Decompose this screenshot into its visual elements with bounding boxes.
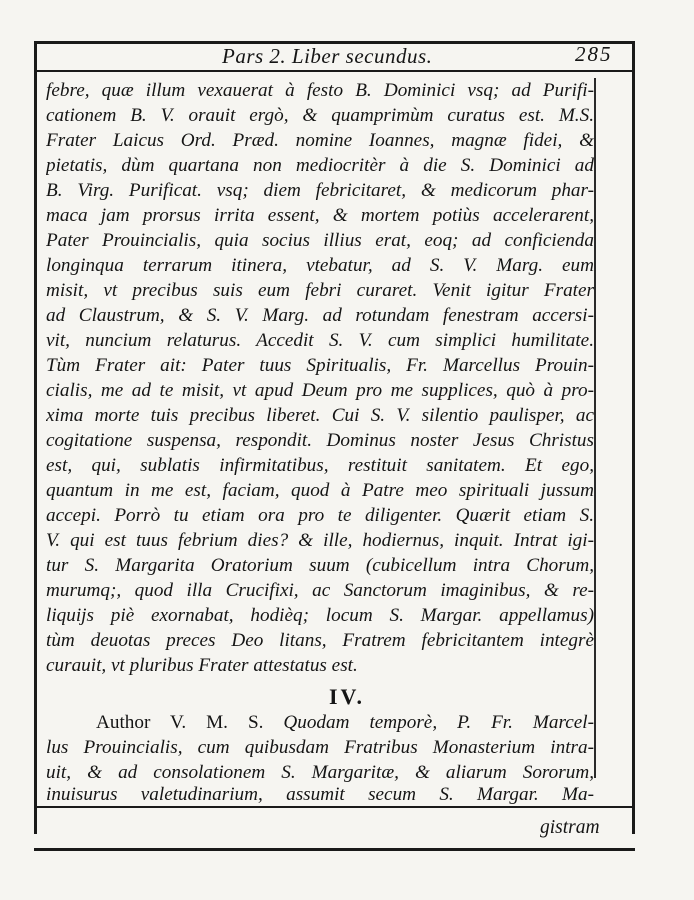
header-rule xyxy=(34,70,635,72)
text-line: tur S. Margarita Oratorium suum (cubicellum intra Chorum, xyxy=(46,555,594,576)
frame-right-rule xyxy=(632,41,635,834)
text-line: inuisurus valetudinarium, assumit secum S. Margar. Ma- xyxy=(46,784,594,805)
text-line: tùm deuotas preces Deo litans, Fratrem febricitantem integrè xyxy=(46,630,594,651)
running-head: Pars 2. Liber secundus. xyxy=(222,44,433,68)
text-line: quantum in me est, faciam, quod à Patre meo spirituali jussum xyxy=(46,480,594,501)
text-line: maca jam prorsus irrita essent, & mortem potiùs accelerarent, xyxy=(46,205,594,226)
text-line xyxy=(96,712,594,734)
section-lead: Author V. M. S. xyxy=(96,712,264,733)
text-line: xima morte tuis precibus liberet. Cui S. V. silentio paulisper, ac xyxy=(46,405,594,426)
page-number: 285 xyxy=(575,42,613,66)
section-heading: IV. xyxy=(328,684,366,709)
text-line: V. qui est tuus febrium dies? & ille, hodiernus, inquit. Intrat igi- xyxy=(46,530,594,551)
text-line: accepi. Porrò tu etiam ora pro te diligenter. Quærit etiam S. xyxy=(46,505,594,526)
section-line-rest: Quodam temporè, P. Fr. Marcel- xyxy=(263,712,594,733)
text-line: cationem B. V. orauit ergò, & quamprimùm curatus est. M.S. xyxy=(46,105,594,126)
text-line: Pater Prouincialis, quia socius illius erat, eoq; ad conficienda xyxy=(46,230,594,251)
frame-left-rule xyxy=(34,41,37,834)
text-line: murumq;, quod illa Crucifixi, ac Sanctorum imaginibus, & re- xyxy=(46,580,594,601)
text-line: Frater Laicus Ord. Præd. nomine Ioannes, magnæ fidei, & xyxy=(46,130,594,151)
text-line: lus Prouincialis, cum quibusdam Fratribus Monasterium intra- xyxy=(46,737,594,758)
text-line: misit, vt precibus suis eum febri curaret. Venit igitur Frater xyxy=(46,280,594,301)
text-line: liquijs piè exornabat, hodièq; locum S. Margar. appellamus) xyxy=(46,605,594,626)
frame-bottom-rule xyxy=(34,848,635,851)
text-line: uit, & ad consolationem S. Margaritæ, & aliarum Sororum, xyxy=(46,762,594,783)
text-line: B. Virg. Purificat. vsq; diem febricitaret, & medicorum phar- xyxy=(46,180,594,201)
text-line: Tùm Frater ait: Pater tuus Spiritualis, Fr. Marcellus Prouin- xyxy=(46,355,594,376)
footer-rule xyxy=(34,806,635,808)
text-line: longinqua terrarum itinera, vtebatur, ad S. V. Marg. eum xyxy=(46,255,594,276)
text-line: ad Claustrum, & S. V. Marg. ad rotundam fenestram accersi- xyxy=(46,305,594,326)
catchword: gistram xyxy=(540,817,600,838)
text-line: vit, nuncium relaturus. Accedit S. V. cum simplici humilitate. xyxy=(46,330,594,351)
text-line: cogitatione suspensa, respondit. Dominus noster Jesus Christus xyxy=(46,430,594,451)
text-line: pietatis, dùm quartana non mediocritèr à die S. Dominici ad xyxy=(46,155,594,176)
text-line: est, qui, sublatis infirmitatibus, restituit sanitatem. Et ego, xyxy=(46,455,594,476)
text-line: curauit, vt pluribus Frater attestatus est. xyxy=(46,655,358,676)
text-line: cialis, me ad te misit, vt apud Deum pro me supplices, quò à pro- xyxy=(46,380,594,401)
text-line: febre, quæ illum vexauerat à festo B. Dominici vsq; ad Purifi- xyxy=(46,80,594,101)
text-block-right-rule xyxy=(594,78,596,778)
